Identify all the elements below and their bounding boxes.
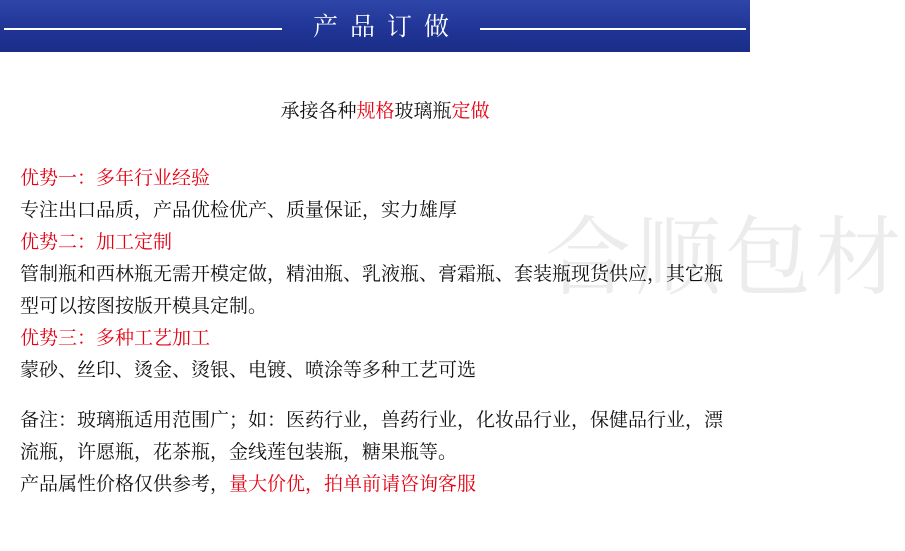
advantage-3 — [20, 322, 738, 386]
banner-title: 产品订做 — [312, 12, 461, 41]
subtitle-part-3: 玻璃瓶 — [394, 100, 452, 122]
advantage-2 — [20, 226, 738, 322]
advantage-2-body: 管制瓶和西林瓶无需开模定做，精油瓶、乳液瓶、膏霜瓶、套装瓶现货供应，其它瓶型可以按图按版开模具定制。 — [20, 263, 724, 317]
subtitle-highlight-custom: 定做 — [451, 100, 490, 122]
advantage-3-body: 蒙砂、丝印、烫金、烫银、电镀、喷涂等多种工艺可选 — [20, 359, 477, 381]
advantage-1-heading: 优势一：多年行业经验 — [20, 167, 211, 189]
header-banner — [0, 0, 750, 52]
advantage-1 — [20, 162, 738, 226]
banner-divider-right — [480, 28, 746, 30]
note-text: 备注：玻璃瓶适用范围广；如：医药行业，兽药行业，化妆品行业，保健品行业，漂流瓶，许愿瓶，花茶瓶，金线莲包装瓶，糖果瓶等。 — [20, 409, 724, 463]
watermark-logo: 合顺包材 — [545, 208, 905, 308]
advantage-1-body: 专注出口品质，产品优检优产、质量保证，实力雄厚 — [20, 199, 458, 221]
advantage-3-heading: 优势三：多种工艺加工 — [20, 327, 211, 349]
price-note-prefix: 产品属性价格仅供参考， — [20, 473, 230, 495]
advantage-2-heading: 优势二：加工定制 — [20, 231, 173, 253]
price-note — [20, 468, 738, 500]
note-section — [20, 404, 738, 500]
subtitle — [0, 96, 750, 126]
subtitle-highlight-spec: 规格 — [356, 100, 395, 122]
banner-divider-left — [4, 28, 282, 30]
subtitle-part-1: 承接各种 — [280, 100, 357, 122]
price-note-highlight: 量大价优，拍单前请咨询客服 — [229, 473, 477, 495]
